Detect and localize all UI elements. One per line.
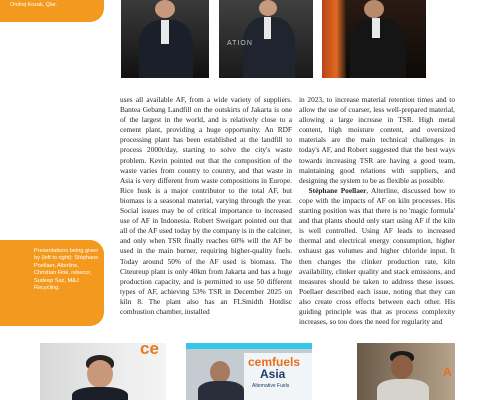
photo-speaker-3 xyxy=(322,0,426,78)
photo-speaker-2 xyxy=(219,0,313,78)
caption-tab-presentations xyxy=(0,240,104,326)
banner-logo-text: Alternative Fuels xyxy=(252,383,290,389)
article-column-left: uses all available AF, from a wide variety of suppliers. Bantea Gebang Landfill on the outskirts of Jakarta is one of the largest in the world, and is relatively close to a cement plant, providing a huge opportunity. An RDF processing plant has been established at the landfill to process 2000t/day, starting to solve the city's waste problem. Kevin pointed out that the composition of the waste varies from country to country, and that waste in Asia is very different from waste compositions in Europe. Rice husk is a major contributor to the total AF, but biomass is a seasonal material, varying through the year. Social issues may be of critical importance to increased use of AF in Indonesia. Robert Sweigart pointed out that all of the AF used today by the company is in the calciner, and only when TSR finally reaches 60% will the AF be used in the main burner, requiring higher-quality fuels. Today around 50% of the AF used is biomass. The Citeureup plant is only 40km from Jakarta and has a huge production capacity, and is permitted to use 50 different types of AF, achieving 53% TSR in December 2025 on kiln 8. The plant also has an FLSmidth Hotdisc combustion chamber, installed xyxy=(120,95,292,316)
caption-tab-top xyxy=(0,0,104,22)
caption-text: Ondrej Kozak, Qlar. xyxy=(10,2,58,8)
banner-text: ATION xyxy=(227,40,253,47)
banner-logo-text: A xyxy=(443,365,452,379)
photo-presenter-right xyxy=(357,343,455,400)
banner-logo-text: Asia xyxy=(260,367,286,381)
photo-speaker-1 xyxy=(121,0,209,78)
photo-presenter-middle xyxy=(186,343,312,400)
banner-logo-text: ce xyxy=(140,343,159,358)
article-column-right xyxy=(299,95,455,327)
paragraph-text: in 2023, to increase material retention times and to allow the use of coarser, less well-prepared material, allowing a large increase in TSR. High metal content, high moisture content, and oversized materials are the main technical challenges in today's AF, and Robert suggested that the best ways towards increasing TSR are having a good team, maintaining good relations with suppliers, and designing the system to be as flexible as possible. xyxy=(299,95,455,185)
photo-presenter-left xyxy=(40,343,166,400)
caption-text: Presentations being given by (left to right): Stéphane Poellaer, Alterline, Christian Fink, rebecor, Sudeep Saz, M&J Recycling. xyxy=(34,248,99,292)
speaker-name: Stéphane Poellaer xyxy=(308,185,367,195)
banner-logo-text: cemfuels xyxy=(248,355,301,369)
paragraph-text: , Alterline, discussed how to cope with the impacts of AF on kiln processes. His starting position was that there is no 'magic formula' and that plants should only start using AF if the kiln is well controlled. Using AF leads to increased thermal and electrical energy consumption, higher exhaust gas volumes and higher chloride input. It then changes the clinker production rate, kiln availability, clinker quality and stack emissions, and measures should be taken to address these issues. Poellaer described each issue, noting that they can also create cross effects between each other. His guiding principle was that as process complexity increases, so too does the need for regularity and xyxy=(299,185,455,327)
